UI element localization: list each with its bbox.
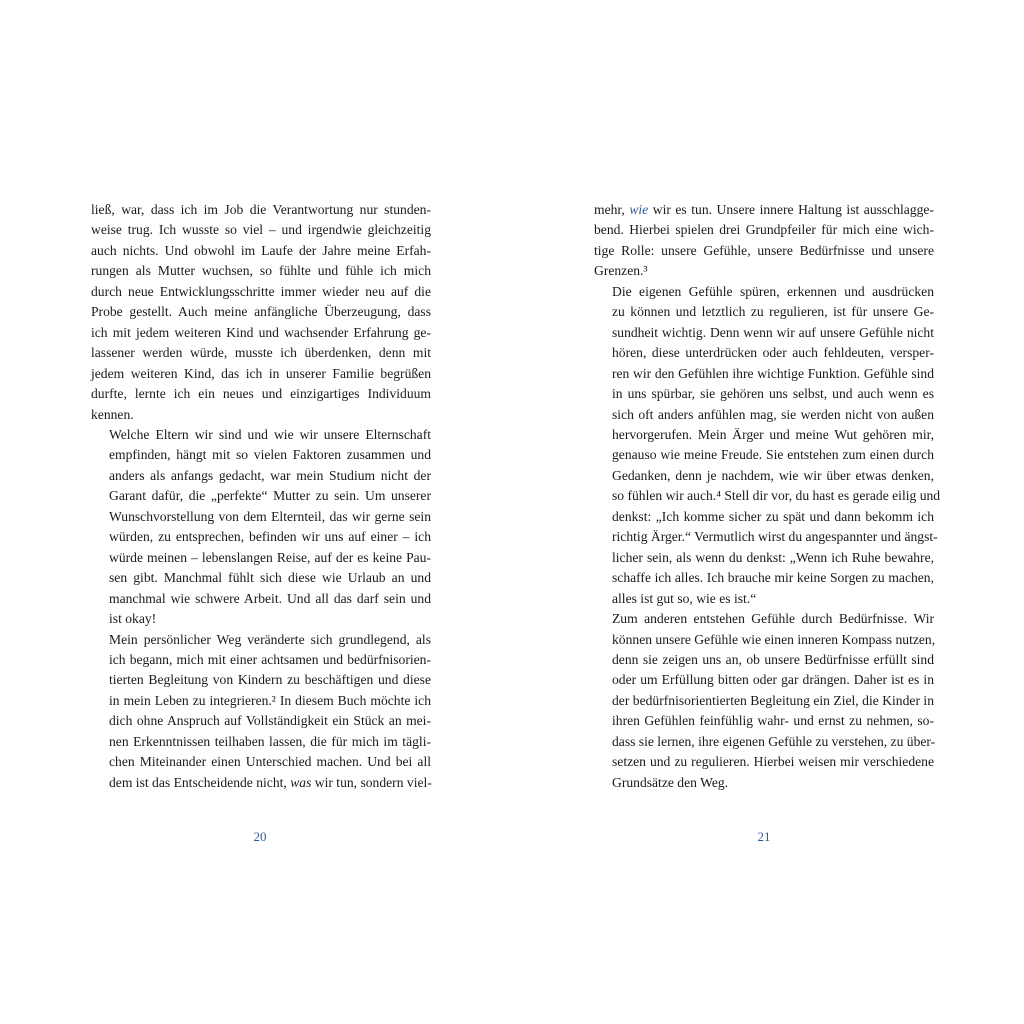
paragraph: [91, 630, 431, 794]
text-line: setzen und zu regulieren. Hierbei weisen mir verschiedene: [612, 754, 934, 770]
text-line: hervorgerufen. Mein Ärger und meine Wut gehören mir,: [612, 426, 934, 442]
text-line: hören, diese unterdrücken oder auch fehldeuten, versper-: [612, 345, 934, 361]
text-line: mehr, wie wir es tun. Unsere innere Haltung ist ausschlagge-: [594, 202, 934, 217]
text-line: manchmal wie schwere Arbeit. Und all das darf sein und: [109, 590, 431, 606]
text-line: lassener werden würde, musste ich überdenken, denn mit: [91, 345, 431, 361]
text-line: tierten Begleitung von Kindern zu beschäftigen und diese: [109, 672, 431, 688]
text-line: tige Rolle: unsere Gefühle, unsere Bedürfnisse und unsere: [594, 242, 934, 258]
paragraph: [594, 282, 941, 609]
text-line: denkst: „Ich komme sicher zu spät und dann bekomm ich: [612, 508, 934, 524]
paragraph: [594, 609, 934, 793]
text-line: dem ist das Entscheidende nicht, was wir tun, sondern viel-: [109, 774, 432, 790]
text-line: ich begann, mich mit einer achtsamen und bedürfnisorien-: [109, 651, 431, 667]
text-line: ließ, war, dass ich im Job die Verantwortung nur stunden-: [91, 202, 431, 217]
text-line: jedem weiteren Kind, das ich in unserer Familie begrüßen: [91, 365, 431, 381]
text-line: Garant dafür, die „perfekte“ Mutter zu sein. Um unserer: [109, 488, 431, 504]
emphasis: was: [290, 774, 312, 790]
emphasis: wie: [629, 202, 649, 217]
text-line: dich ohne Anspruch auf Vollständigkeit ein Stück an mei-: [109, 713, 431, 729]
text-line: rungen als Mutter wuchsen, so fühlte und fühle ich mich: [91, 263, 431, 279]
text-line: denn sie zeigen uns an, ob unsere Bedürfnisse erfüllt sind: [612, 651, 934, 667]
text-line: chen Miteinander einen Unterschied machen. Und bei all: [109, 754, 431, 770]
text-line: richtig Ärger.“ Vermutlich wirst du angespannter und ängst-: [612, 529, 938, 545]
text-line: licher sein, als wenn du denkst: „Wenn ich Ruhe bewahre,: [612, 549, 934, 565]
text-line: zu können und letztlich zu regulieren, ist für unsere Ge-: [612, 304, 934, 320]
text-line: würde meinen – lebenslangen Reise, auf der es keine Pau-: [109, 549, 431, 565]
text-line: würden, zu entsprechen, befinden wir uns auf einer – ich: [109, 529, 431, 545]
left-page-text: [91, 200, 431, 793]
text-line: schaffe ich alles. Ich brauche mir keine Sorgen zu machen,: [612, 570, 934, 586]
paragraph: [91, 425, 431, 630]
text-line: Welche Eltern wir sind und wie wir unsere Elternschaft: [109, 426, 431, 442]
paragraph: [594, 200, 934, 282]
text-line: dass sie lernen, ihre eigenen Gefühle zu verstehen, zu über-: [612, 733, 936, 749]
text-line: bend. Hierbei spielen drei Grundpfeiler für mich eine wich-: [594, 222, 934, 238]
text-line: kennen.: [91, 406, 134, 422]
text-line: durfte, lernte ich ein neues und einzigartiges Individuum: [91, 386, 431, 402]
text-line: alles ist gut so, wie es ist.“: [612, 590, 757, 606]
text-line: ist okay!: [109, 611, 157, 627]
text-line: durch neue Entwicklungsschritte immer wieder neu auf die: [91, 283, 431, 299]
right-page-text: [594, 200, 941, 793]
text-line: nen Erkenntnissen teilhaben lassen, die für mich im tägli-: [109, 733, 431, 749]
text-line: Probe gestellt. Auch meine anfängliche Überzeugung, dass: [91, 304, 431, 320]
page-number-right: 21: [757, 829, 771, 844]
text-line: Wunschvorstellung von dem Elternteil, das wir gerne sein: [109, 508, 431, 524]
text-line: Mein persönlicher Weg veränderte sich grundlegend, als: [109, 631, 431, 647]
paragraph: [91, 200, 431, 425]
text-line: ren wir den Gefühlen ihre wichtige Funktion. Gefühle sind: [612, 365, 934, 381]
text-line: sundheit wichtig. Denn wenn wir auf unsere Gefühle nicht: [612, 324, 934, 340]
text-line: Die eigenen Gefühle spüren, erkennen und ausdrücken: [612, 283, 934, 299]
text-line: weise trug. Ich wusste so viel – und irgendwie gleichzeitig: [91, 222, 431, 238]
text-line: der bedürfnisorientierten Begleitung ein Ziel, die Kinder in: [612, 692, 934, 708]
text-line: in mein Leben zu integrieren.² In diesem Buch möchte ich: [109, 692, 431, 708]
text-line: sen gibt. Manchmal fühlt sich diese wie Urlaub an und: [109, 570, 431, 586]
page-number-left: 20: [253, 829, 267, 844]
text-line: empfinden, hängt mit so vielen Faktoren zusammen und: [109, 447, 431, 463]
text-line: auch nichts. Und obwohl im Laufe der Jahre meine Erfah-: [91, 242, 431, 258]
text-line: Grenzen.³: [594, 263, 648, 279]
text-line: Zum anderen entstehen Gefühle durch Bedürfnisse. Wir: [612, 611, 934, 627]
text-line: in uns spürbar, sie gehören uns selbst, und auch wenn es: [612, 386, 934, 402]
text-line: ihren Gefühlen feinfühlig wahr- und ernst zu nehmen, so-: [612, 713, 934, 729]
text-line: Gedanken, denn je nachdem, wie wir über etwas denken,: [612, 467, 934, 483]
text-line: oder um Erfüllung bitten oder gar drängen. Daher ist es in: [612, 672, 934, 688]
text-line: können unsere Gefühle wie einen inneren Kompass nutzen,: [612, 631, 936, 647]
text-line: anders als anfangs gedacht, war mein Studium nicht der: [109, 467, 431, 483]
text-line: Grundsätze den Weg.: [612, 774, 729, 790]
text-line: sich oft anders anfühlen mag, sie werden nicht von außen: [612, 406, 934, 422]
text-line: so fühlen wir auch.⁴ Stell dir vor, du hast es gerade eilig und: [612, 488, 941, 504]
text-line: ich mit jedem weiteren Kind und wachsender Erfahrung ge-: [91, 324, 431, 340]
text-line: genauso wie meine Freude. Sie entstehen zum einen durch: [612, 447, 934, 463]
